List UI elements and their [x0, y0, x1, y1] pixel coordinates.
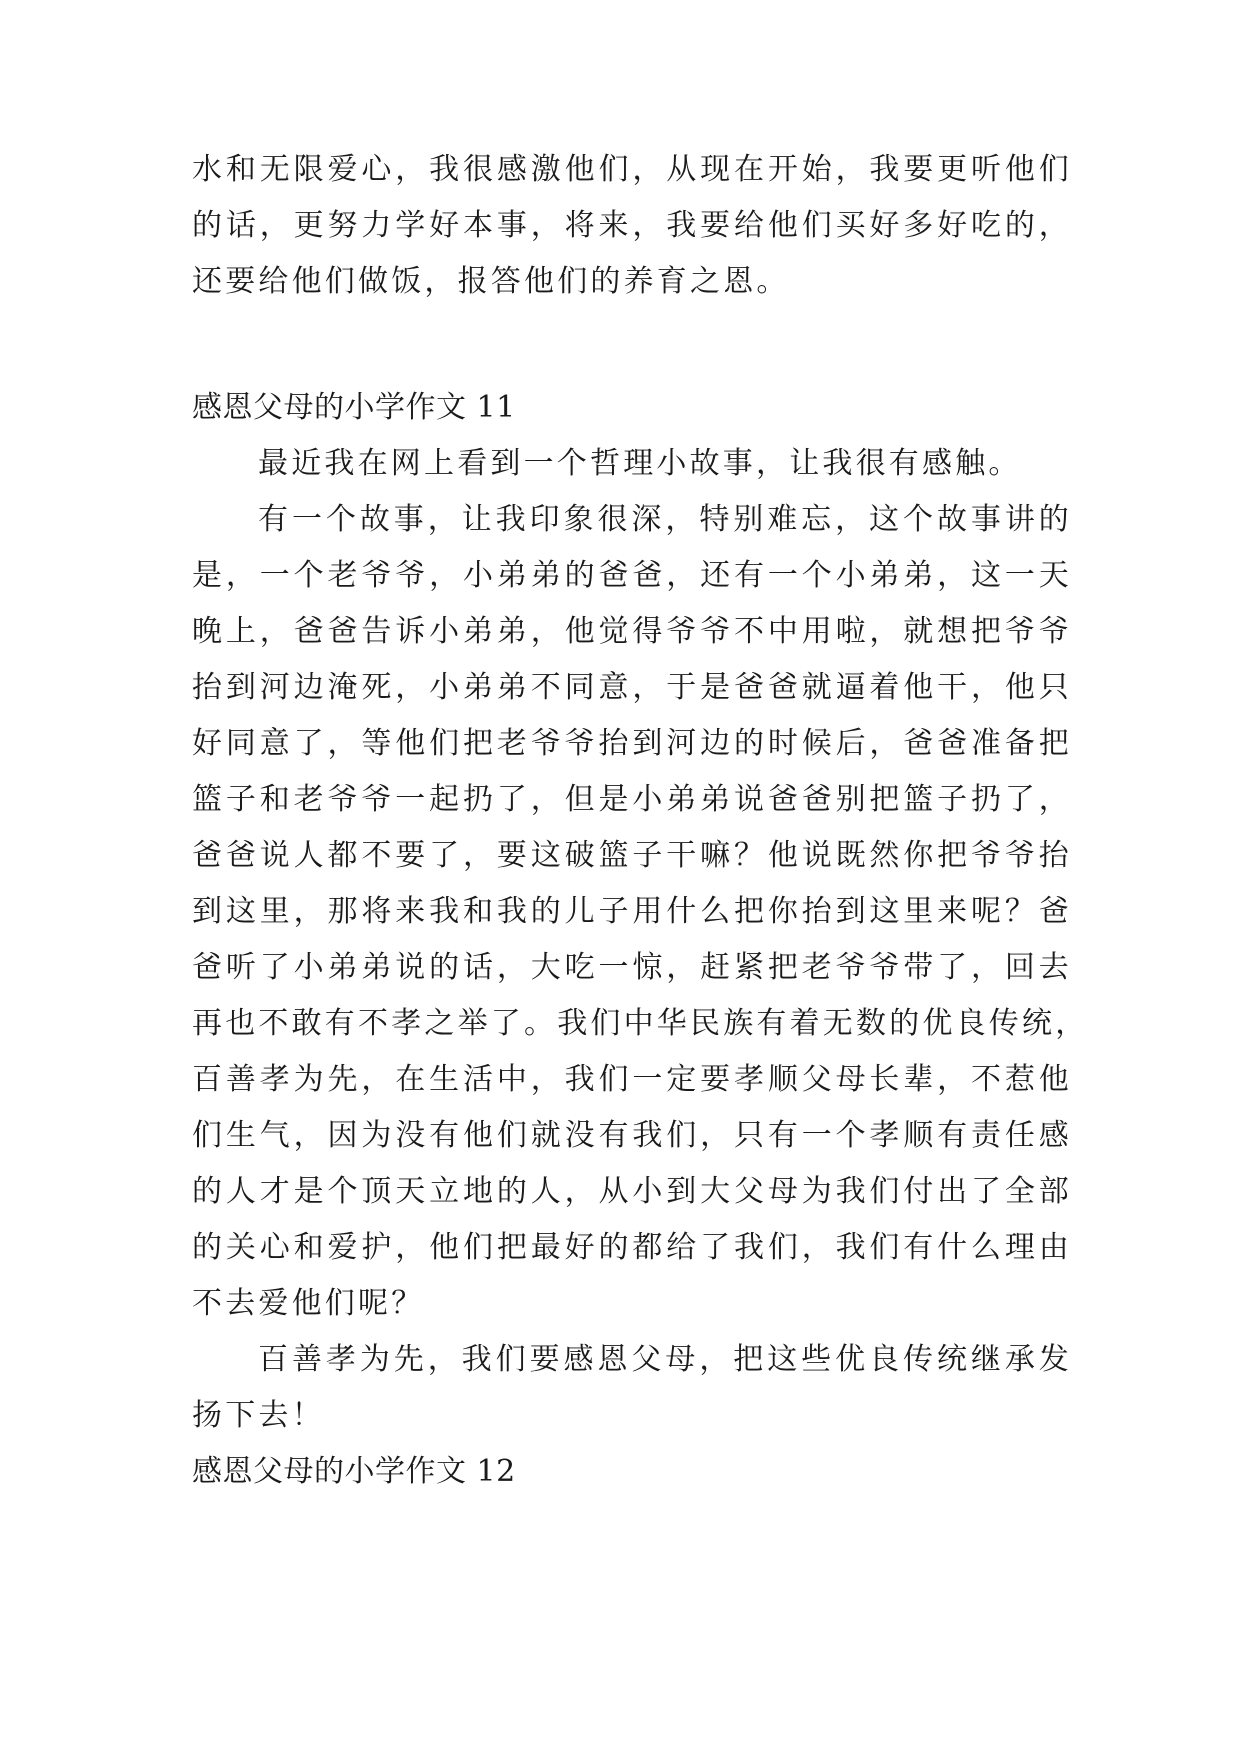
paragraph-line: 扬下去！	[192, 1398, 325, 1433]
paragraph-line: 们生气，因为没有他们就没有我们，只有一个孝顺有责任感	[192, 1118, 1072, 1153]
paragraph-line: 的关心和爱护，他们把最好的都给了我们，我们有什么理由	[192, 1230, 1072, 1265]
paragraph-line: 好同意了，等他们把老爷爷抬到河边的时候后，爸爸准备把	[192, 726, 1072, 761]
paragraph-line: 最近我在网上看到一个哲理小故事，让我很有感触。	[258, 446, 1022, 481]
paragraph-line: 百善孝为先，在生活中，我们一定要孝顺父母长辈，不惹他	[192, 1062, 1072, 1097]
paragraph-line: 再也不敢有不孝之举了。我们中华民族有着无数的优良传统，	[192, 1006, 1089, 1041]
paragraph-line: 的人才是个顶天立地的人，从小到大父母为我们付出了全部	[192, 1174, 1072, 1209]
paragraph-line: 爸听了小弟弟说的话，大吃一惊，赶紧把老爷爷带了，回去	[192, 950, 1072, 985]
paragraph-line: 水和无限爱心，我很感激他们，从现在开始，我要更听他们	[192, 152, 1072, 187]
section-heading: 感恩父母的小学作文 12	[192, 1454, 516, 1489]
paragraph-line: 百善孝为先，我们要感恩父母，把这些优良传统继承发	[258, 1342, 1072, 1377]
paragraph-line: 还要给他们做饭，报答他们的养育之恩。	[192, 264, 790, 299]
paragraph-line: 爸爸说人都不要了，要这破篮子干嘛？他说既然你把爷爷抬	[192, 838, 1072, 873]
paragraph-line: 篮子和老爷爷一起扔了，但是小弟弟说爸爸别把篮子扔了，	[192, 782, 1072, 817]
section-heading: 感恩父母的小学作文 11	[192, 390, 516, 425]
paragraph-line: 有一个故事，让我印象很深，特别难忘，这个故事讲的	[258, 502, 1072, 537]
paragraph-line: 抬到河边淹死，小弟弟不同意，于是爸爸就逼着他干，他只	[192, 670, 1072, 705]
paragraph-line: 的话，更努力学好本事，将来，我要给他们买好多好吃的，	[192, 208, 1072, 243]
paragraph-line: 不去爱他们呢？	[192, 1286, 425, 1321]
paragraph-line: 是，一个老爷爷，小弟弟的爸爸，还有一个小弟弟，这一天	[192, 558, 1072, 593]
paragraph-line: 晚上，爸爸告诉小弟弟，他觉得爷爷不中用啦，就想把爷爷	[192, 614, 1072, 649]
paragraph-line: 到这里，那将来我和我的儿子用什么把你抬到这里来呢？爸	[192, 894, 1072, 929]
